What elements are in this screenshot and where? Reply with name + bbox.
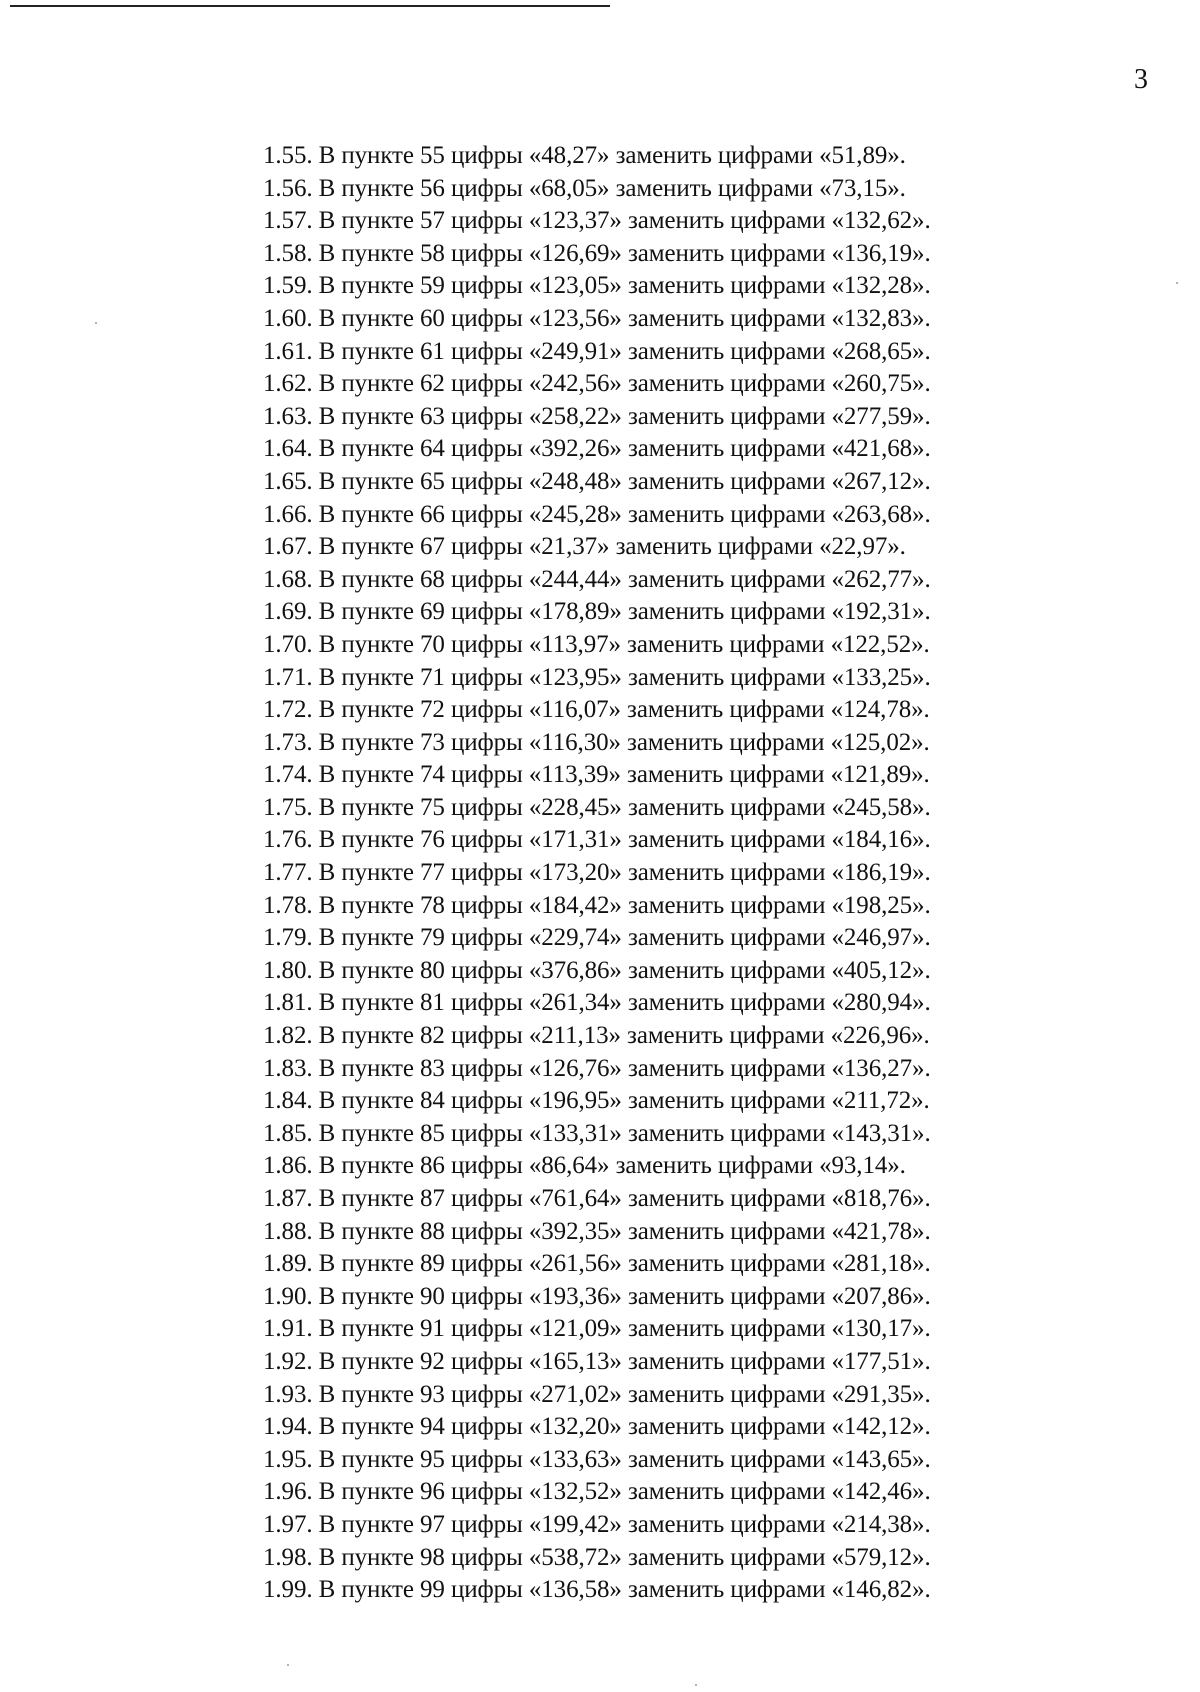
list-item: 1.96. В пункте 96 цифры «132,52» заменить цифрами «142,46». <box>263 1478 931 1506</box>
list-item: 1.61. В пункте 61 цифры «249,91» заменить цифрами «268,65». <box>263 337 931 365</box>
list-item: 1.70. В пункте 70 цифры «113,97» заменить цифрами «122,52». <box>263 630 930 658</box>
list-item: 1.64. В пункте 64 цифры «392,26» заменить цифрами «421,68». <box>263 435 931 463</box>
list-item: 1.82. В пункте 82 цифры «211,13» заменить цифрами «226,96». <box>263 1022 930 1050</box>
list-item: 1.86. В пункте 86 цифры «86,64» заменить цифрами «93,14». <box>263 1152 906 1180</box>
list-item: 1.99. В пункте 99 цифры «136,58» заменить цифрами «146,82». <box>263 1576 931 1604</box>
list-item: 1.94. В пункте 94 цифры «132,20» заменить цифрами «142,12». <box>263 1413 931 1441</box>
list-item: 1.80. В пункте 80 цифры «376,86» заменить цифрами «405,12». <box>263 956 931 984</box>
page-number: 3 <box>1134 64 1148 95</box>
list-item: 1.93. В пункте 93 цифры «271,02» заменить цифрами «291,35». <box>263 1380 931 1408</box>
list-item: 1.79. В пункте 79 цифры «229,74» заменить цифрами «246,97». <box>263 924 931 952</box>
scan-speck <box>95 322 97 324</box>
list-item: 1.57. В пункте 57 цифры «123,37» заменить цифрами «132,62». <box>263 207 931 235</box>
list-item: 1.66. В пункте 66 цифры «245,28» заменить цифрами «263,68». <box>263 500 931 528</box>
list-item: 1.90. В пункте 90 цифры «193,36» заменить цифрами «207,86». <box>263 1282 931 1310</box>
list-item: 1.76. В пункте 76 цифры «171,31» заменить цифрами «184,16». <box>263 826 931 854</box>
scan-speck <box>287 1664 289 1666</box>
list-item: 1.63. В пункте 63 цифры «258,22» заменить цифрами «277,59». <box>263 402 931 430</box>
list-item: 1.95. В пункте 95 цифры «133,63» заменить цифрами «143,65». <box>263 1445 931 1473</box>
list-item: 1.91. В пункте 91 цифры «121,09» заменить цифрами «130,17». <box>263 1315 931 1343</box>
list-item: 1.62. В пункте 62 цифры «242,56» заменить цифрами «260,75». <box>263 370 931 398</box>
list-item: 1.55. В пункте 55 цифры «48,27» заменить цифрами «51,89». <box>263 142 906 169</box>
list-item: 1.74. В пункте 74 цифры «113,39» заменить цифрами «121,89». <box>263 761 930 789</box>
list-item: 1.89. В пункте 89 цифры «261,56» заменить цифрами «281,18». <box>263 1250 931 1278</box>
list-item: 1.60. В пункте 60 цифры «123,56» заменить цифрами «132,83». <box>263 304 931 332</box>
list-item: 1.72. В пункте 72 цифры «116,07» заменить цифрами «124,78». <box>263 696 930 724</box>
list-item: 1.59. В пункте 59 цифры «123,05» заменить цифрами «132,28». <box>263 272 931 300</box>
list-item: 1.77. В пункте 77 цифры «173,20» заменить цифрами «186,19». <box>263 859 931 887</box>
list-item: 1.92. В пункте 92 цифры «165,13» заменить цифрами «177,51». <box>263 1347 931 1375</box>
list-item: 1.75. В пункте 75 цифры «228,45» заменить цифрами «245,58». <box>263 793 931 821</box>
list-item: 1.73. В пункте 73 цифры «116,30» заменить цифрами «125,02». <box>263 728 930 756</box>
scan-speck <box>695 1684 697 1686</box>
list-item: 1.69. В пункте 69 цифры «178,89» заменить цифрами «192,31». <box>263 598 931 626</box>
list-item: 1.98. В пункте 98 цифры «538,72» заменить цифрами «579,12». <box>263 1543 931 1571</box>
list-item: 1.81. В пункте 81 цифры «261,34» заменить цифрами «280,94». <box>263 989 931 1017</box>
list-item: 1.88. В пункте 88 цифры «392,35» заменить цифрами «421,78». <box>263 1217 931 1245</box>
list-item: 1.84. В пункте 84 цифры «196,95» заменить цифрами «211,72». <box>263 1087 930 1115</box>
list-item: 1.68. В пункте 68 цифры «244,44» заменить цифрами «262,77». <box>263 565 931 593</box>
list-item: 1.85. В пункте 85 цифры «133,31» заменить цифрами «143,31». <box>263 1119 931 1147</box>
list-item: 1.97. В пункте 97 цифры «199,42» заменить цифрами «214,38». <box>263 1510 931 1538</box>
list-item: 1.65. В пункте 65 цифры «248,48» заменить цифрами «267,12». <box>263 467 931 495</box>
amendment-list <box>263 140 1083 1607</box>
list-item: 1.67. В пункте 67 цифры «21,37» заменить цифрами «22,97». <box>263 533 906 561</box>
scan-speck <box>1176 282 1178 284</box>
list-item: 1.71. В пункте 71 цифры «123,95» заменить цифрами «133,25». <box>263 663 931 691</box>
list-item: 1.78. В пункте 78 цифры «184,42» заменить цифрами «198,25». <box>263 891 931 919</box>
top-rule <box>10 5 610 7</box>
list-item: 1.83. В пункте 83 цифры «126,76» заменить цифрами «136,27». <box>263 1054 931 1082</box>
list-item: 1.56. В пункте 56 цифры «68,05» заменить цифрами «73,15». <box>263 174 906 202</box>
list-item: 1.58. В пункте 58 цифры «126,69» заменить цифрами «136,19». <box>263 239 931 267</box>
list-item: 1.87. В пункте 87 цифры «761,64» заменить цифрами «818,76». <box>263 1185 931 1212</box>
